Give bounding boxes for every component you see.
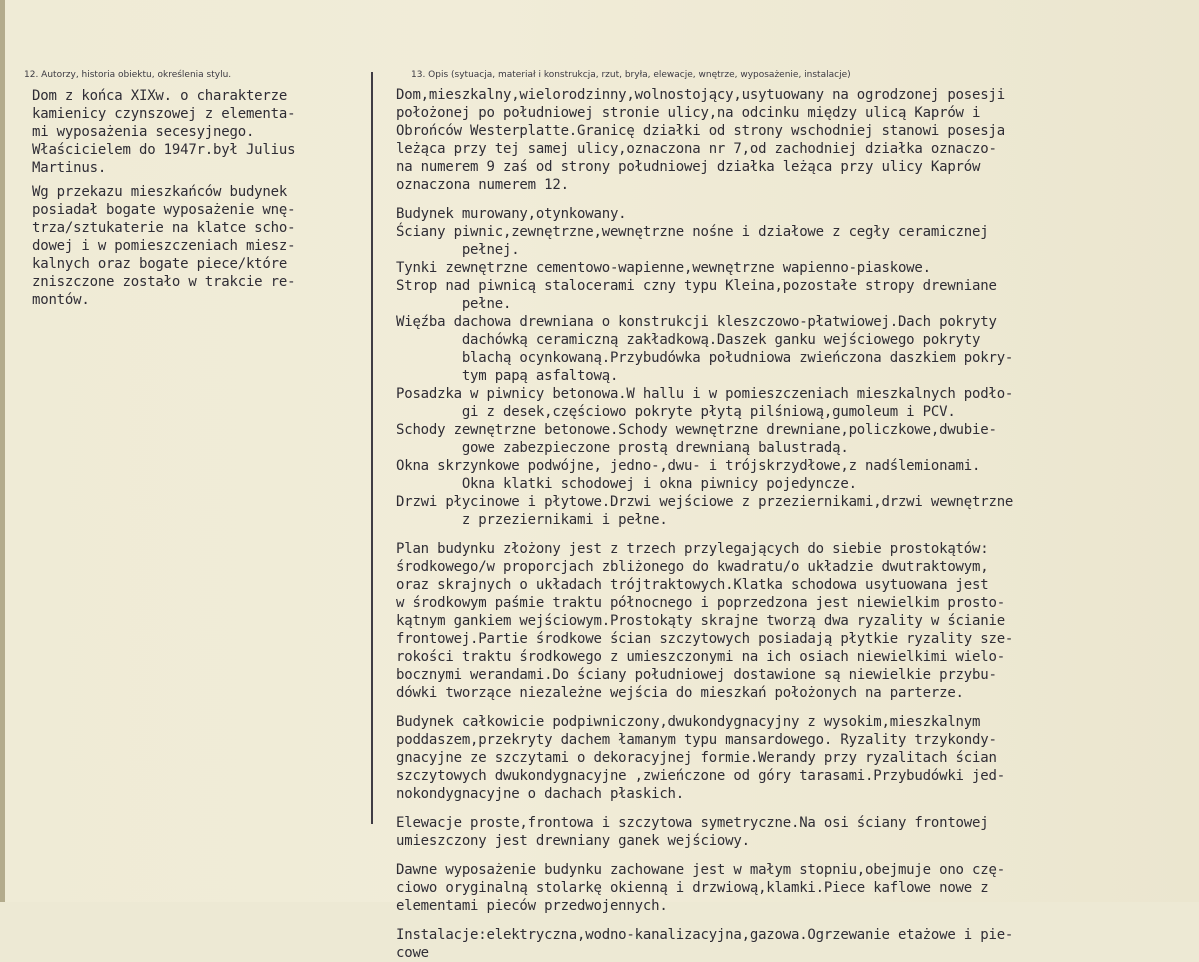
left-column-text [32,87,362,309]
text-line: Posadzka w piwnicy betonowa.W hallu i w pomieszczeniach mieszkalnych podło- [396,386,1014,402]
text-line: Ściany piwnic,zewnętrzne,wewnętrzne nośne i działowe z cegły ceramicznej [396,224,989,240]
text-line: Elewacje proste,frontowa i szczytowa symetryczne.Na osi ściany frontowej [396,815,989,831]
paragraph-gap [396,850,1186,861]
right-column-text [396,86,1186,962]
text-line: dówki tworzące niezależne wejścia do mieszkań położonych na parterze. [396,685,964,701]
text-line: ciowo oryginalną stolarkę okienną i drzwiową,klamki.Piece kaflowe nowe z [396,880,989,896]
text-line: Dom z końca XIXw. o charakterze [32,88,288,104]
text-line: Okna klatki schodowej i okna piwnicy pojedyncze. [396,476,857,492]
text-line: gowe zabezpieczone prostą drewnianą balustradą. [396,440,849,456]
text-line: Plan budynku złożony jest z trzech przylegających do siebie prostokątów: [396,541,989,557]
text-line: gnacyjne ze szczytami o dekoracyjnej formie.Werandy przy ryzalitach ścian [396,750,997,766]
page-edge-shadow [0,0,5,902]
text-line: Budynek murowany,otynkowany. [396,206,627,222]
text-line: trza/sztukaterie na klatce scho- [32,220,296,236]
text-line: Tynki zewnętrzne cementowo-wapienne,wewnętrzne wapienno-piaskowe. [396,260,931,276]
text-line: w środkowym paśmie traktu północnego i poprzedzona jest niewielkim prosto- [396,595,1005,611]
text-line: dowej i w pomieszczeniach miesz- [32,238,296,254]
text-line: Budynek całkowicie podpiwniczony,dwukondygnacyjny z wysokim,mieszkalnym [396,714,981,730]
left-column-header: 12. Autorzy, historia obiektu, określenia stylu. [24,70,232,80]
text-line: kątnym gankiem wejściowym.Prostokąty skrajne tworzą dwa ryzality w ścianie [396,613,1005,629]
text-line: zniszczone zostało w trakcie re- [32,274,296,290]
text-line: tym papą asfaltową. [396,368,619,384]
text-line: poddaszem,przekryty dachem łamanym typu mansardowego. Ryzality trzykondy- [396,732,997,748]
text-line: Instalacje:elektryczna,wodno-kanalizacyjna,gazowa.Ogrzewanie etażowe i pie- [396,927,1014,943]
text-line: Właścicielem do 1947r.był Julius [32,142,296,158]
text-line: położonej po południowej stronie ulicy,na odcinku między ulicą Kaprów i [396,105,981,121]
text-line: Schody zewnętrzne betonowe.Schody wewnętrzne drewniane,policzkowe,dwubie- [396,422,997,438]
text-line: bocznymi werandami.Do ściany południowej dostawione są niewielkie przybu- [396,667,997,683]
text-line: umieszczony jest drewniany ganek wejściowy. [396,833,750,849]
text-line: Obrońców Westerplatte.Granicę działki od strony wschodniej stanowi posesja [396,123,1005,139]
text-line: kamienicy czynszowej z elementa- [32,106,296,122]
paragraph-gap [396,194,1186,205]
text-line: montów. [32,292,90,308]
text-line: leżąca przy tej samej ulicy,oznaczona nr 7,od zachodniej działka oznaczo- [396,141,997,157]
text-line: środkowego/w proporcjach zbliżonego do kwadratu/o układzie dwutraktowym, [396,559,989,575]
text-line: oraz skrajnych o układach trójtraktowych.Klatka schodowa usytuowana jest [396,577,989,593]
text-line: Dawne wyposażenie budynku zachowane jest w małym stopniu,obejmuje ono czę- [396,862,1005,878]
text-line: z przeziernikami i pełne. [396,512,668,528]
paragraph-gap [396,702,1186,713]
text-line: Więźba dachowa drewniana o konstrukcji kleszczowo-płatwiowej.Dach pokryty [396,314,997,330]
text-line: Martinus. [32,160,107,176]
text-line: frontowej.Partie środkowe ścian szczytowych posiadają płytkie ryzality sze- [396,631,1014,647]
text-line: Dom,mieszkalny,wielorodzinny,wolnostojący,usytuowany na ogrodzonej posesji [396,87,1005,103]
text-line: mi wyposażenia secesyjnego. [32,124,255,140]
text-line: pełne. [396,296,512,312]
text-line: Okna skrzynkowe podwójne, jedno-,dwu- i trójskrzydłowe,z nadślemionami. [396,458,981,474]
text-line: posiadał bogate wyposażenie wnę- [32,202,296,218]
text-line: cowe [396,945,429,961]
text-line: pełnej. [396,242,520,258]
paragraph-gap [396,915,1186,926]
paragraph-gap [396,529,1186,540]
text-line: gi z desek,częściowo pokryte płytą pilśniową,gumoleum i PCV. [396,404,956,420]
text-line: rokości traktu środkowego z umieszczonymi na ich osiach niewielkimi wielo- [396,649,1005,665]
text-line: blachą ocynkowaną.Przybudówka południowa zwieńczona daszkiem pokry- [396,350,1014,366]
text-line: Strop nad piwnicą stalocerami czny typu Kleina,pozostałe stropy drewniane [396,278,997,294]
text-line: szczytowych dwukondygnacyjne ,zwieńczone od góry tarasami.Przybudówki jed- [396,768,1005,784]
column-divider [371,72,373,824]
text-line: elementami pieców przedwojennych. [396,898,668,914]
text-line: nokondygnacyjne o dachach płaskich. [396,786,685,802]
text-line: oznaczona numerem 12. [396,177,569,193]
right-column-header: 13. Opis (sytuacja, materiał i konstrukcja, rzut, bryła, elewacje, wnętrze, wyposażenie, instalacje) [411,70,851,80]
text-line: Drzwi płycinowe i płytowe.Drzwi wejściowe z przeziernikami,drzwi wewnętrzne [396,494,1014,510]
text-line: dachówką ceramiczną zakładkową.Daszek ganku wejściowego pokryty [396,332,981,348]
text-line: kalnych oraz bogate piece/które [32,256,288,272]
text-line: na numerem 9 zaś od strony południowej działka leżąca przy ulicy Kaprów [396,159,981,175]
paragraph-gap [396,803,1186,814]
text-line: Wg przekazu mieszkańców budynek [32,184,288,200]
